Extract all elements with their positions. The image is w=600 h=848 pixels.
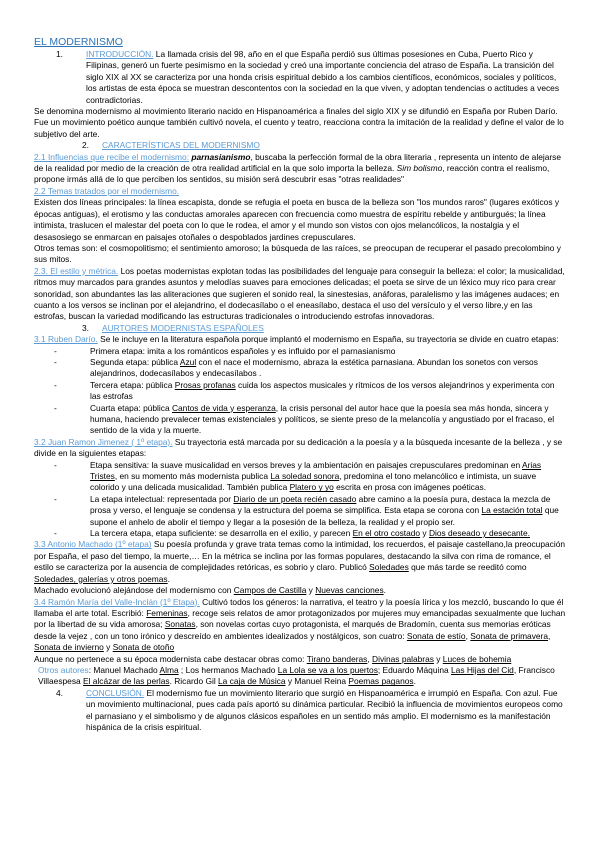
dario-stage-item	[34, 380, 566, 403]
s23-label: 2.3. El estilo y métrica.	[34, 265, 119, 276]
book-title: Arias Tristes	[90, 459, 542, 482]
bullet-dash: -	[54, 528, 57, 539]
s31-text: Se le incluye en la literatura española porque implantó el modernismo en España, su trayectoria se divide en cuatro etapas:	[97, 334, 559, 345]
s34-text: Aunque no pertenece a su época modernista cabe destacar obras como:	[34, 653, 307, 664]
bullet-dash: -	[54, 459, 57, 470]
book-title: Soledades	[369, 562, 409, 573]
dario-stage-item	[34, 357, 566, 380]
s33-text: Su poesía profunda y grave trata temas como la intimidad, los recuerdos, el paisaje castellano,la preocupación por España, el paso del tiempo, la muerte,… En la métrica se inclina por las formas populares, destacando la silva con rima de romance, el estilo se caracteriza por la ausencia de complejidades retóricas, es sobrio y claro. Publicó	[34, 539, 566, 573]
dario-stage-list	[34, 346, 566, 437]
s22-label: 2.2 Temas tratados por el modernismo.	[34, 185, 180, 196]
book-title: La Lola se va a los puertos	[277, 664, 378, 675]
book-title: Sonata de otoño	[112, 642, 175, 653]
other-authors-paragraph	[34, 665, 566, 688]
stage-text: Etapa sensitiva: la suave musicalidad en versos breves y la ambientación en paisajes crepusculares predominan en	[90, 459, 523, 470]
section2-heading: CARACTERÍSTICAS DEL MODERNISMO	[102, 140, 260, 151]
s21-simbolismo: Sim bolismo	[396, 163, 443, 174]
others-text: y Manuel Reina	[285, 676, 349, 687]
book-title: La soledad sonora	[270, 471, 340, 482]
s33-text: y	[306, 585, 316, 596]
book-title: Tirano banderas	[306, 653, 368, 664]
bullet-dash: -	[54, 379, 57, 390]
stage-text: , predomina el tono melancólico e intimista, un suave colorido y una delicada musicalidad. También publica	[90, 471, 537, 493]
dario-stage-text	[90, 403, 566, 437]
book-title: El alcázar de las perlas	[83, 676, 170, 687]
s22-other-themes: Otros temas son: el cosmopolitismo; el sentimiento amoroso; la búsqueda de las raíces, se preocupan de recuperar el pasado precolombino y sus mitos.	[34, 242, 561, 265]
stage-text: cuida los aspectos musicales y rítmicos de los versos alejandrinos y experimenta con las estrofas	[90, 379, 555, 402]
stage-text: y	[420, 528, 429, 539]
s23-text: Los poetas modernistas explotan todas las posibilidades del lenguaje para conseguir la belleza: el color; la musicalidad, ritmos muy marcados para grandes asuntos y melodías suaves para emociones delicadas; el poeta se sirve de un léxico muy rico para crear sonoridad, son abundantes las las aliteraciones que sugieren el sonido real, la sinestesias, anáforas, paralelismo y las imágenes audaces; en cuanto a los versos se inclinan por el alejandrino, el dodecasílabo o el eneasílabo, destaca el uso del versículo y el verso libre,y en las estrofas, buscan la variedad modificando las estructuras tradicionales o introduciendo estrofas innovadoras.	[34, 265, 565, 322]
section2-number: 2.	[82, 140, 89, 151]
s34-text: Cultivó todos los géneros: la narrativa, el teatro y la poesía lírica y los mezcló, buscando lo que él llamaba el arte total. Escribió:	[34, 596, 564, 618]
book-title: La estación total	[481, 505, 543, 516]
book-title: Sonata de invierno	[34, 642, 104, 653]
dario-stage-text	[90, 380, 566, 403]
stage-text: La etapa intelectual: representada por	[90, 493, 234, 504]
jrj-stage-list	[34, 460, 566, 540]
book-title: Poemas paganos	[348, 676, 414, 687]
book-title: Sonata de estío	[406, 630, 466, 641]
other-authors-label: Otros autores	[38, 664, 89, 675]
s34-text: , recoge seis relatos de amor protagonizados por mujeres muy emancipadas sexualmente que luchan por la libertad de su vida amorosa;	[34, 607, 566, 630]
bullet-dash: -	[54, 356, 57, 367]
definition-paragraph: Se denomina modernismo al movimiento literario nacido en Hispanoamérica a finales del siglo XIX y se difundió en España por Ruben Darío. Fue un movimiento poético aunque también cultivó novela, el cuento y teatro, reacciona contra la imitación de la realidad y define el valor de lo subjetivo del arte.	[34, 106, 564, 139]
s32-text: Su trayectoria está marcada por su dedicación a la poesía y a la búsqueda incesante de la belleza , y se divide en la siguientes etapas:	[34, 436, 563, 459]
book-title: Nuevas canciones	[315, 585, 384, 596]
book-title: Las Hijas del Cid	[451, 664, 514, 675]
book-title: Sonatas	[164, 619, 196, 630]
intro-heading: INTRODUCCIÓN.	[86, 49, 154, 59]
book-title: Dios deseado y desecante.	[428, 528, 530, 539]
s21-text-b: , buscaba la perfección formal de la obra literaria , representa un intento de alejarse de la realidad por medio de la creación de otra realidad artificial en la que solo importa la belleza.	[34, 151, 562, 174]
intro-text: La llamada crisis del 98, año en el que España perdió sus últimas posesiones en Cuba, Puerto Rico y Filipinas, generó un fuerte pesimismo en la sociedad y creó una importante conciencia del atraso de España. La transición del siglo XIX al XX se caracteriza por una honda crisis espiritual debido a los cambios científicos, económicos, sociales y políticos, los artistas de esta época se muestran descontentos con la sociedad en la que viven, y adoptan tendencias o actitudes a veces contradictorias.	[86, 49, 560, 105]
jrj-stage-item	[34, 460, 566, 494]
s21-parnasianismo: parnasianismo	[191, 151, 251, 162]
book-title: Luces de bohemia	[442, 653, 512, 664]
stage-text: Primera etapa: imita a los románticos españoles y es influido por el parnasianismo	[90, 345, 396, 356]
conclusion-number: 4.	[56, 687, 63, 698]
section3-heading: AURTORES MODERNISTAS ESPAÑOLES	[102, 322, 264, 333]
book-title: Sonata de primavera	[470, 630, 548, 641]
stage-text: Cuarta etapa: pública	[90, 402, 172, 413]
s32-label: 3.2 Juan Ramon Jimenez ( 1º etapa).	[34, 436, 173, 447]
s34-text: , son novelas cortas cuyo protagonista, el marqués de Bradomín, cuenta sus memorias eróticas desde la vejez , con un tono irónico y descreído en ambientes idealizados y nostálgicos, son cuatro:	[34, 619, 551, 641]
intro-number: 1.	[56, 49, 63, 59]
stage-text: , la crisis personal del autor hace que la poesía sea más honda, sincera y humana, haciendo prevalecer temas existenciales y políticos, se siente preso de la melancolía y angustiado por el fracaso, el sentido de la vida y la muerte.	[90, 402, 555, 436]
machado-evolution	[34, 585, 566, 596]
dario-stage-item	[34, 346, 566, 357]
section2-heading-row	[34, 140, 566, 151]
jrj-stage-text	[90, 494, 566, 528]
section3-number: 3.	[82, 322, 89, 333]
bullet-dash: -	[54, 493, 57, 504]
book-title: Diario de un poeta recién casado	[233, 493, 357, 504]
others-text: . Ricardo Gil	[169, 676, 219, 687]
others-text: , Francisco Villaespesa	[38, 664, 555, 687]
intro-section	[34, 49, 566, 106]
book-title: Azul	[179, 356, 197, 367]
book-title: Prosas profanas	[174, 379, 236, 390]
s31-label: 3.1 Ruben Darío.	[34, 334, 98, 345]
book-title: Femeninas	[146, 607, 188, 618]
stage-text: , en su momento más modernista publica	[114, 471, 271, 482]
s32-paragraph	[34, 437, 566, 460]
conclusion-section	[34, 688, 566, 734]
jrj-stage-item	[34, 494, 566, 528]
dario-stage-item	[34, 403, 566, 437]
conclusion-heading: CONCLUSIÓN.	[86, 687, 145, 698]
s21-paragraph	[34, 152, 566, 186]
stage-text: La tercera etapa, etapa suficiente: se desarrolla en el exilio, y parecen	[90, 528, 353, 539]
book-title: Alma	[159, 664, 179, 675]
jrj-stage-text	[90, 460, 566, 494]
dario-stage-text	[90, 346, 566, 357]
intro-paragraph	[86, 49, 566, 106]
book-title: Cantos de vida y esperanza	[171, 402, 276, 413]
bullet-dash: -	[54, 345, 57, 356]
s21-label: 2.1 Influencias que recibe el modernismo:	[34, 151, 190, 162]
stage-text: Tercera etapa: pública	[90, 379, 175, 390]
book-title: Campos de Castilla	[233, 585, 307, 596]
stage-text: abre camino a la poesía pura, destaca la mezcla de prosa y verso, el lenguaje se condensa y la estructura del poema se simplifica. Esta etapa se corona con	[90, 493, 551, 516]
section3-heading-row	[34, 323, 566, 334]
book-title: En el otro costado	[352, 528, 421, 539]
s23-paragraph	[34, 266, 566, 323]
book-title: La caja de Música	[218, 676, 286, 687]
stage-text: escrita en prosa con imágenes poéticas.	[333, 482, 487, 493]
s33-text: .	[167, 573, 170, 584]
s33-text: .	[383, 585, 386, 596]
s21-text-c: , reacción contra el realismo, propone irmás allá de lo que perciben los sentidos, su misión será descubrir esas "otras realidades"	[34, 163, 550, 185]
jrj-stage-text	[90, 528, 566, 539]
book-title: Soledades, galerías y otros poemas	[34, 573, 168, 584]
stage-text: que supone el anhelo de abolir el tiempo y llegar a la posesión de la belleza, la realidad y el propio ser.	[90, 505, 559, 527]
s33-text: Machado evolucionó alejándose del modernismo con	[34, 585, 234, 596]
s34-paragraph: 3.4 Ramón María del Valle-Inclán (1º Etapa). Cultivó todos los géneros: la narrativa, el teatro y la poesía lírica y los mezcló, buscando lo que él llamaba el arte total. Escribió: Femeninas, recoge seis relatos de amor protagonizados por mujeres muy emancipadas sexualmente que luchan por la libertad de su vida amorosa; Sonatas, son novelas cortas cuyo protagonista, el marqués de Bradomín, cuenta sus memorias eróticas desde la vejez , con un tono irónico y descreído en ambientes idealizados y nostálgicos, son cuatro: Sonata de estío, Sonata de primavera, Sonata de invierno y Sonata de otoño	[34, 596, 566, 653]
jrj-stage-item	[34, 528, 566, 539]
s33-paragraph	[34, 539, 566, 585]
bullet-dash: -	[54, 402, 57, 413]
book-title: Divinas palabras	[372, 653, 434, 664]
s33-text: que más tarde se reeditó como	[408, 562, 527, 573]
others-text: ; Los hermanos Machado	[178, 664, 278, 675]
valle-later-works: Aunque no pertenece a su época modernista cabe destacar obras como: Tirano banderas, Divinas palabras y Luces de bohemia	[34, 653, 512, 664]
dario-stage-text	[90, 357, 566, 380]
others-text: ; Eduardo Máquina	[377, 664, 451, 675]
stage-text: con el nace el modernismo, abraza la estética parnasiana. Abundan los sonetos con versos alejandrinos, dodecasílabos y endecasílabos .	[90, 356, 538, 379]
s22-paragraph: Existen dos líneas principales: la línea escapista, donde se refugia el poeta en busca de la belleza son "los mundos raros" (lugares exóticos y épocas antiguas), el erotismo y las conductas amorales aparecen con frecuencia como muestra de espíritu rebelde y antiburgués; la línea intimista, traslucen el malestar del poeta con lo que le rodea, el amor y el mundo son vistos con ojos melancólicos, la nostalgia y el desasosiego se enmarcan en paisajes otoñales o despoblados jardines crepusculares.	[34, 197, 560, 242]
others-text: : Manuel Machado	[88, 664, 160, 675]
conclusion-text: El modernismo fue un movimiento literario que surgió en Hispanoamérica e irrumpió en España. Con azul. Fue un movimiento multinacional, pues cada país aportó su dinámica particular. Recibió la influencia de movimientos europeos como el parnasiano y el simbolismo y de algunos clásicos españoles en un sentido más amplio. El modernismo es la manifestación hispánica de la crisis espiritual.	[86, 687, 563, 732]
s34-label: 3.4 Ramón María del Valle-Inclán (1º Etapa).	[34, 596, 200, 607]
book-title: Platero y yo	[289, 482, 334, 493]
conclusion-paragraph	[86, 688, 566, 734]
stage-text: Segunda etapa: pública	[90, 356, 180, 367]
others-text: .	[413, 676, 416, 687]
s31-paragraph	[34, 334, 566, 345]
document-title: EL MODERNISMO	[34, 36, 123, 48]
s33-label: 3.3 Antonio Machado (1º etapa)	[34, 539, 152, 550]
